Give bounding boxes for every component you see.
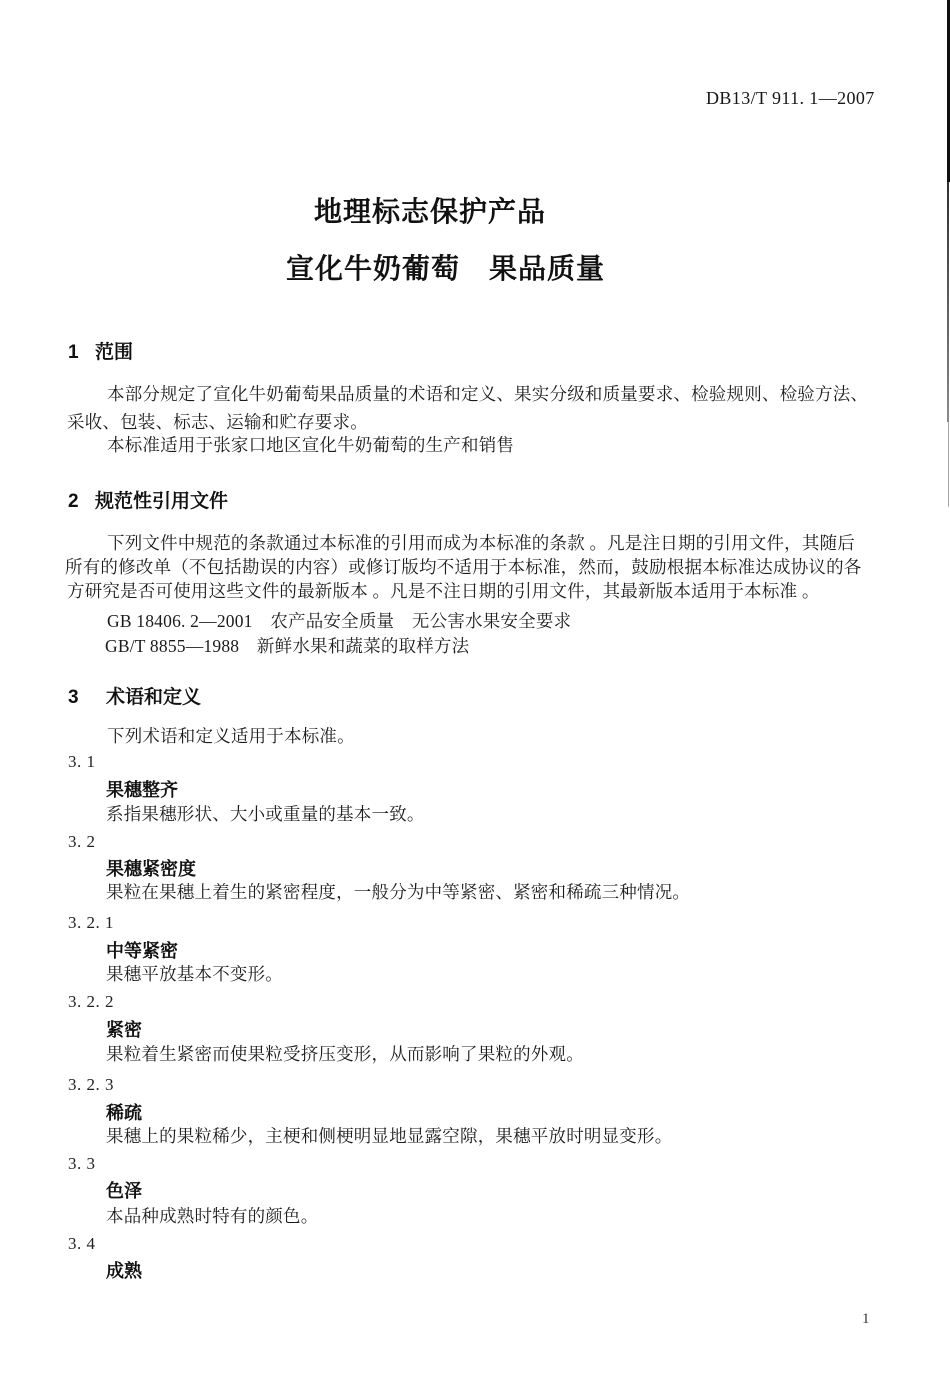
term-name: 色泽 bbox=[106, 1181, 142, 1201]
term-name: 中等紧密 bbox=[106, 941, 178, 961]
section-2-title: 规范性引用文件 bbox=[95, 491, 229, 512]
scope-paragraph-line: 采收、包装、标志、运输和贮存要求。 bbox=[67, 412, 368, 432]
term-name: 稀疏 bbox=[106, 1103, 142, 1123]
scope-paragraph-line: 本标准适用于张家口地区宣化牛奶葡萄的生产和销售 bbox=[107, 435, 515, 455]
section-1-title: 范围 bbox=[95, 342, 134, 363]
clause-number: 3. 2. 1 bbox=[68, 913, 114, 932]
term-name: 果穗整齐 bbox=[106, 780, 178, 800]
normative-reference-item: GB/T 8855—1988 新鲜水果和蔬菜的取样方法 bbox=[105, 636, 470, 656]
document-title-line1: 地理标志保护产品 bbox=[314, 196, 547, 227]
term-definition: 本品种成熟时特有的颜色。 bbox=[106, 1206, 319, 1226]
clause-number: 3. 3 bbox=[68, 1154, 96, 1173]
term-definition: 果粒着生紧密而使果粒受挤压变形，从而影响了果粒的外观。 bbox=[106, 1044, 584, 1064]
term-definition: 果粒在果穗上着生的紧密程度，一般分为中等紧密、紧密和稀疏三种情况。 bbox=[106, 882, 691, 902]
terms-intro: 下列术语和定义适用于本标准。 bbox=[107, 726, 355, 746]
page-number: 1 bbox=[862, 1311, 870, 1327]
section-2-heading bbox=[68, 486, 228, 513]
term-definition: 果穗平放基本不变形。 bbox=[106, 964, 283, 984]
standard-code: DB13/T 911. 1—2007 bbox=[706, 88, 875, 108]
section-1-number: 1 bbox=[68, 342, 79, 363]
term-name: 果穗紧密度 bbox=[106, 859, 196, 879]
scan-artifact-line bbox=[948, 422, 949, 507]
clause-number: 3. 1 bbox=[68, 752, 96, 771]
normative-paragraph-line: 方研究是否可使用这些文件的最新版本 。凡是不注日期的引用文件，其最新版本适用于本标准 。 bbox=[67, 581, 820, 601]
clause-number: 3. 2. 3 bbox=[68, 1075, 114, 1094]
clause-number: 3. 2. 2 bbox=[68, 992, 114, 1011]
normative-paragraph-line: 下列文件中规范的条款通过本标准的引用而成为本标准的条款 。凡是注日期的引用文件，其随后 bbox=[107, 533, 855, 553]
scope-paragraph-line: 本部分规定了宣化牛奶葡萄果品质量的术语和定义、果实分级和质量要求、检验规则、检验方法、 bbox=[107, 384, 869, 404]
term-name: 成熟 bbox=[106, 1261, 142, 1281]
section-3-number: 3 bbox=[68, 687, 79, 708]
normative-paragraph-line: 所有的修改单（不包括勘误的内容）或修订版均不适用于本标准，然而，鼓励根据本标准达成协议的各 bbox=[65, 557, 862, 577]
normative-reference-item: GB 18406. 2—2001 农产品安全质量 无公害水果安全要求 bbox=[107, 611, 572, 631]
section-1-heading bbox=[68, 337, 133, 364]
clause-number: 3. 2 bbox=[68, 832, 96, 851]
section-3-title: 术语和定义 bbox=[106, 687, 202, 708]
scan-artifact-line bbox=[947, 182, 949, 422]
term-definition: 果穗上的果粒稀少，主梗和侧梗明显地显露空隙，果穗平放时明显变形。 bbox=[106, 1126, 673, 1146]
section-3-heading bbox=[68, 682, 201, 709]
document-title-line2: 宣化牛奶葡萄 果品质量 bbox=[286, 253, 606, 284]
section-2-number: 2 bbox=[68, 491, 79, 512]
term-name: 紧密 bbox=[106, 1020, 142, 1040]
term-definition: 系指果穗形状、大小或重量的基本一致。 bbox=[106, 804, 425, 824]
clause-number: 3. 4 bbox=[68, 1234, 96, 1253]
